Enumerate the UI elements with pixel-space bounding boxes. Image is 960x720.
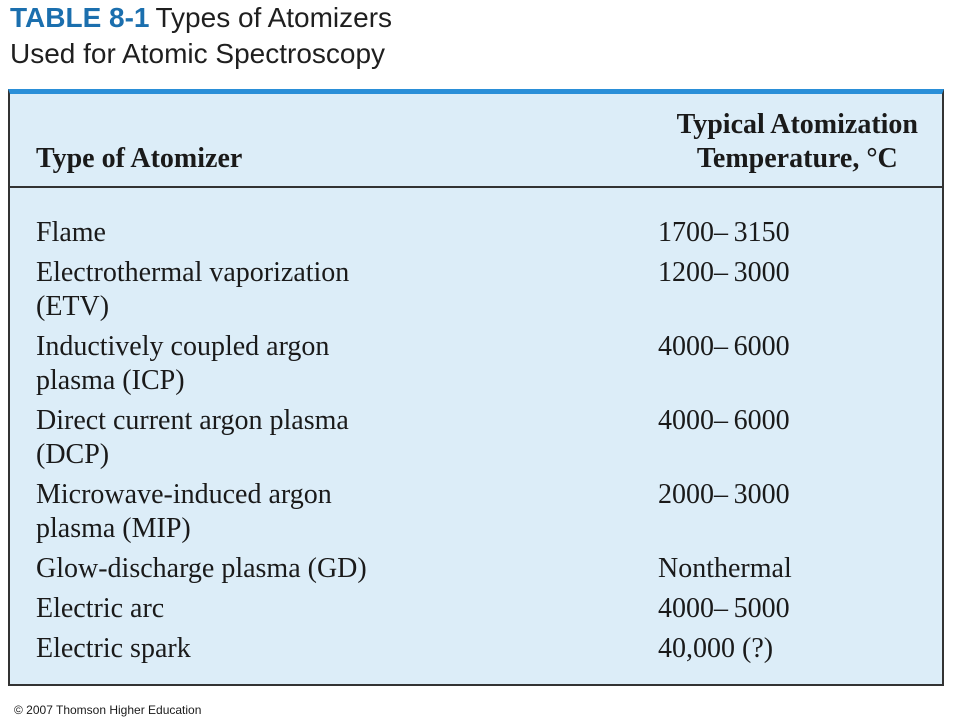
atomization-temperature-cell: 2000– 3000 — [658, 479, 790, 510]
atomizer-type-line-2: plasma (ICP) — [36, 365, 185, 396]
atomizer-type-line-1: Electrothermal vaporization — [36, 257, 350, 288]
atomizer-type-line-1: Flame — [36, 217, 106, 248]
atomizer-type-line-2: (DCP) — [36, 439, 110, 470]
atomizer-table — [8, 89, 944, 686]
atomizer-type-line-1: Electric spark — [36, 633, 191, 664]
atomizer-type-cell — [10, 478, 630, 546]
header-temperature — [677, 108, 918, 176]
table-header — [10, 94, 942, 188]
table-body — [10, 216, 942, 666]
title-line-1 — [10, 0, 392, 36]
header-temperature-line-1: Typical Atomization — [676, 109, 918, 140]
table-row — [10, 404, 942, 472]
atomizer-type-cell — [10, 330, 630, 398]
table-row — [10, 478, 942, 546]
atomization-temperature-cell: 1200– 3000 — [658, 257, 790, 288]
atomizer-type-cell — [10, 216, 630, 250]
atomizer-type-cell — [10, 552, 630, 586]
table-row — [10, 330, 942, 398]
atomizer-type-line-1: Direct current argon plasma — [36, 405, 349, 436]
atomizer-type-line-2: plasma (MIP) — [36, 513, 191, 544]
atomization-temperature-cell: Nonthermal — [658, 553, 792, 584]
table-row — [10, 216, 942, 250]
table-row — [10, 592, 942, 626]
title-text-line-2: Used for Atomic Spectroscopy — [10, 38, 386, 69]
atomizer-type-line-1: Inductively coupled argon — [36, 331, 330, 362]
header-temperature-line-2: Temperature, °C — [696, 143, 898, 174]
table-row — [10, 552, 942, 586]
atomization-temperature-cell: 4000– 5000 — [658, 593, 790, 624]
atomizer-type-cell — [10, 404, 630, 472]
table-number-label: TABLE 8-1 — [10, 2, 150, 33]
copyright-notice: © 2007 Thomson Higher Education — [14, 703, 202, 717]
title-text-line-1: Types of Atomizers — [155, 2, 393, 33]
atomizer-type-line-1: Glow-discharge plasma (GD) — [36, 553, 367, 584]
atomization-temperature-cell: 4000– 6000 — [658, 331, 790, 362]
atomization-temperature-cell: 40,000 (?) — [658, 633, 774, 664]
atomizer-type-cell — [10, 632, 630, 666]
atomizer-type-line-2: (ETV) — [36, 291, 110, 322]
atomizer-type-cell — [10, 592, 630, 626]
atomization-temperature-cell: 1700– 3150 — [658, 217, 790, 248]
table-row — [10, 256, 942, 324]
table-title — [10, 0, 392, 72]
table-row — [10, 632, 942, 666]
atomization-temperature-cell: 4000– 6000 — [658, 405, 790, 436]
atomizer-type-line-1: Microwave-induced argon — [36, 479, 332, 510]
atomizer-type-cell — [10, 256, 630, 324]
header-type-of-atomizer: Type of Atomizer — [36, 143, 243, 174]
atomizer-type-line-1: Electric arc — [36, 593, 165, 624]
